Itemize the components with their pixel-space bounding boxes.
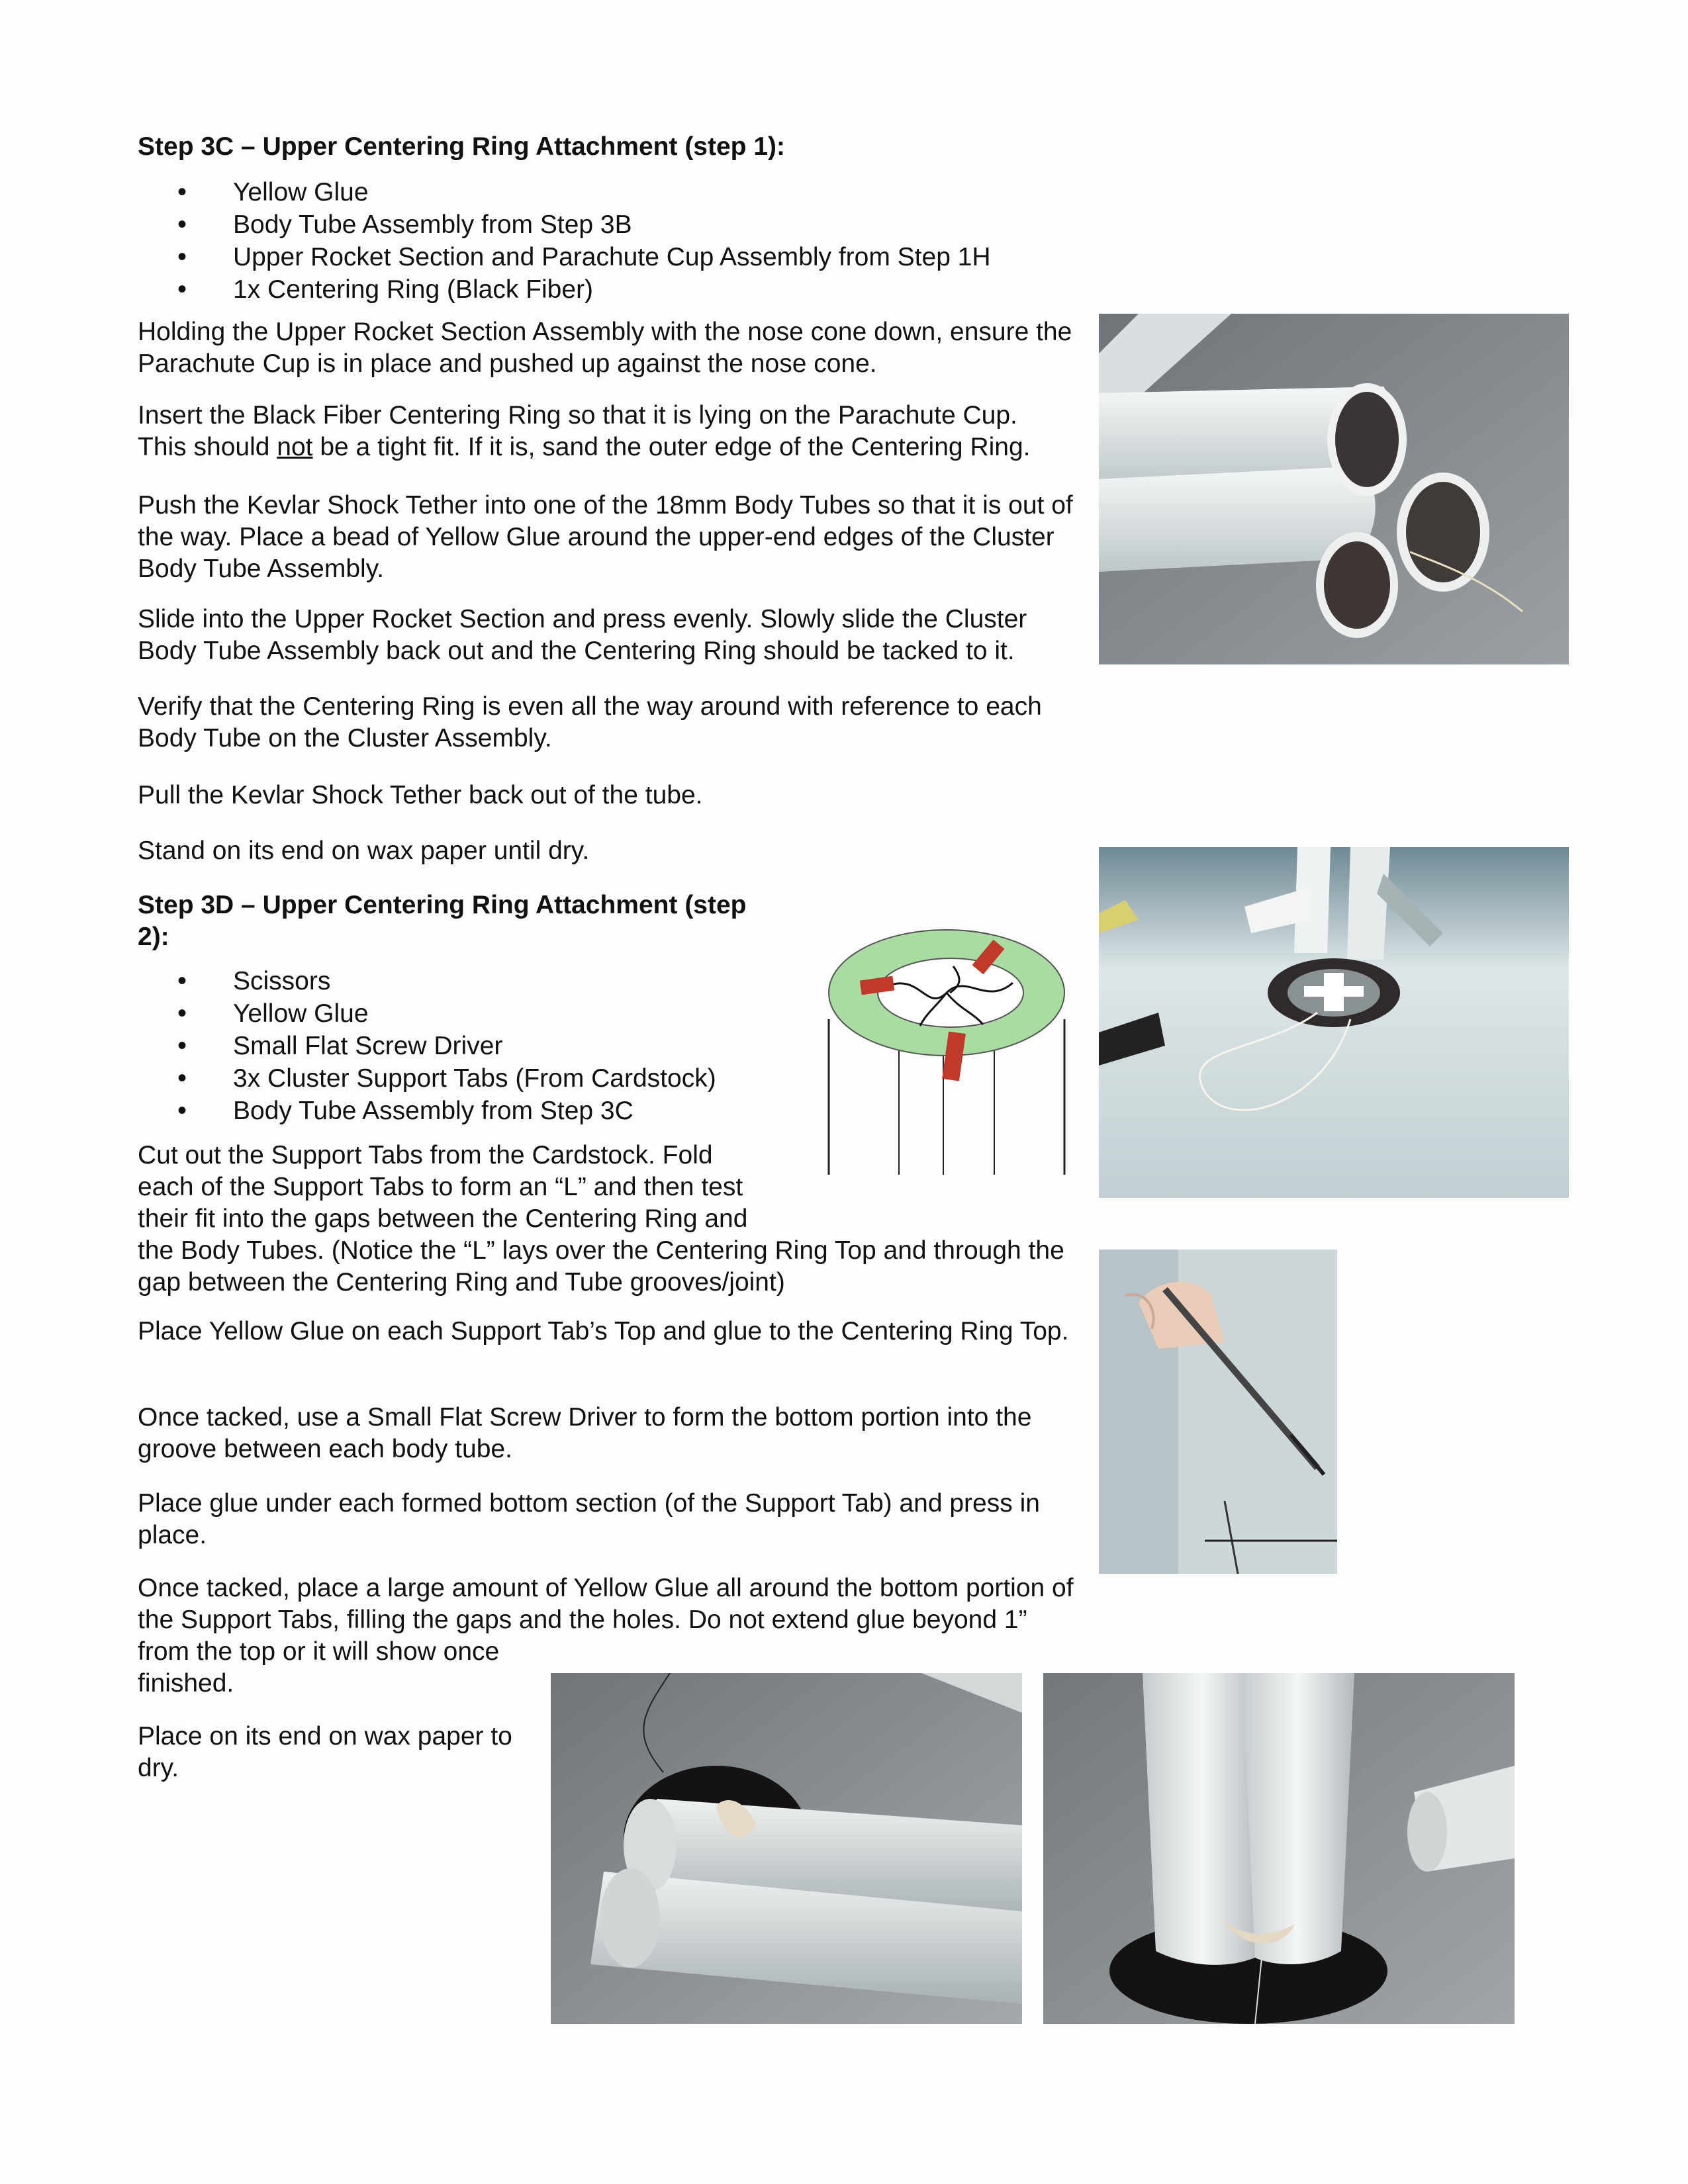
list-item: • Small Flat Screw Driver [138,1030,866,1062]
step-3d-instruction-5a: Once tacked, place a large amount of Yellow Glue all around the bottom portion of the Support Tabs, filling the gaps and the holes. Do not extend glue beyond 1” [138,1574,1074,1634]
step-3d-instruction-1b: the Body Tubes. (Notice the “L” lays over the Centering Ring Top and through the gap between the Centering Ring and Tube grooves/joint) [138,1236,1064,1297]
step-3d-materials-list [138,965,866,1127]
list-item: • 3x Cluster Support Tabs (From Cardstock) [138,1062,866,1095]
step-3d-heading: Step 3D – Upper Centering Ring Attachment (step 2): [138,891,747,951]
step-3c-instruction-4: Slide into the Upper Rocket Section and press evenly. Slowly slide the Cluster Body Tube Assembly back out and the Centering Ring should be tacked to it. [138,605,1027,665]
list-item: • Body Tube Assembly from Step 3B [138,208,1131,241]
instruction-text: Insert the Black Fiber Centering Ring so that it is lying on the Parachute Cup. This should [138,401,1017,461]
photo-glued-tabs-side [551,1673,1022,2024]
step-3d-instruction-4: Place glue under each formed bottom section (of the Support Tab) and press in place. [138,1489,1040,1549]
list-item: • Body Tube Assembly from Step 3C [138,1095,866,1127]
step-3c-instruction-3: Push the Kevlar Shock Tether into one of the 18mm Body Tubes so that it is out of the way. Place a bead of Yellow Glue around the upper-end edges of the Cluster Body Tube Assembly. [138,491,1073,583]
step-3c-instruction-5: Verify that the Centering Ring is even all the way around with reference to each Body Tube on the Cluster Assembly. [138,692,1042,752]
list-item: • Yellow Glue [138,997,866,1030]
step-3c-materials-list [138,176,1131,306]
step-3c-instruction-1: Holding the Upper Rocket Section Assembly with the nose cone down, ensure the Parachute Cup is in place and pushed up against the nose cone. [138,318,1072,378]
photo-tube-cluster-ends [1099,314,1569,664]
step-3c-instruction-2 [138,400,1064,463]
list-item: • Yellow Glue [138,176,1131,208]
instruction-text: be a tight fit. If it is, sand the outer edge of the Centering Ring. [312,433,1031,461]
step-3c-heading: Step 3C – Upper Centering Ring Attachment (step 1): [138,132,785,161]
emphasis-text: not [277,433,313,461]
step-3d-instruction-2: Place Yellow Glue on each Support Tab’s Top and glue to the Centering Ring Top. [138,1317,1069,1345]
photo-screwdriver-forming-tab [1099,1250,1337,1574]
step-3d-instruction-6: Place on its end on wax paper to dry. [138,1722,512,1782]
step-3c-instruction-6: Pull the Kevlar Shock Tether back out of the tube. [138,781,703,809]
photo-glued-tabs-end [1043,1673,1515,2024]
step-3d-instruction-3: Once tacked, use a Small Flat Screw Driver to form the bottom portion into the groove between each body tube. [138,1403,1032,1463]
list-item: • Upper Rocket Section and Parachute Cup Assembly from Step 1H [138,241,1131,273]
list-item: • Scissors [138,965,866,997]
step-3d-instruction-5b: from the top or it will show once finished. [138,1637,500,1698]
step-3d-instruction-1: Cut out the Support Tabs from the Cardstock. Fold each of the Support Tabs to form an “L” and then test their fit into the gaps between the Centering Ring and [138,1141,748,1233]
list-item: • 1x Centering Ring (Black Fiber) [138,273,1131,306]
photo-centering-ring-bottom [1099,847,1569,1198]
step-3c-instruction-7: Stand on its end on wax paper until dry. [138,837,590,865]
